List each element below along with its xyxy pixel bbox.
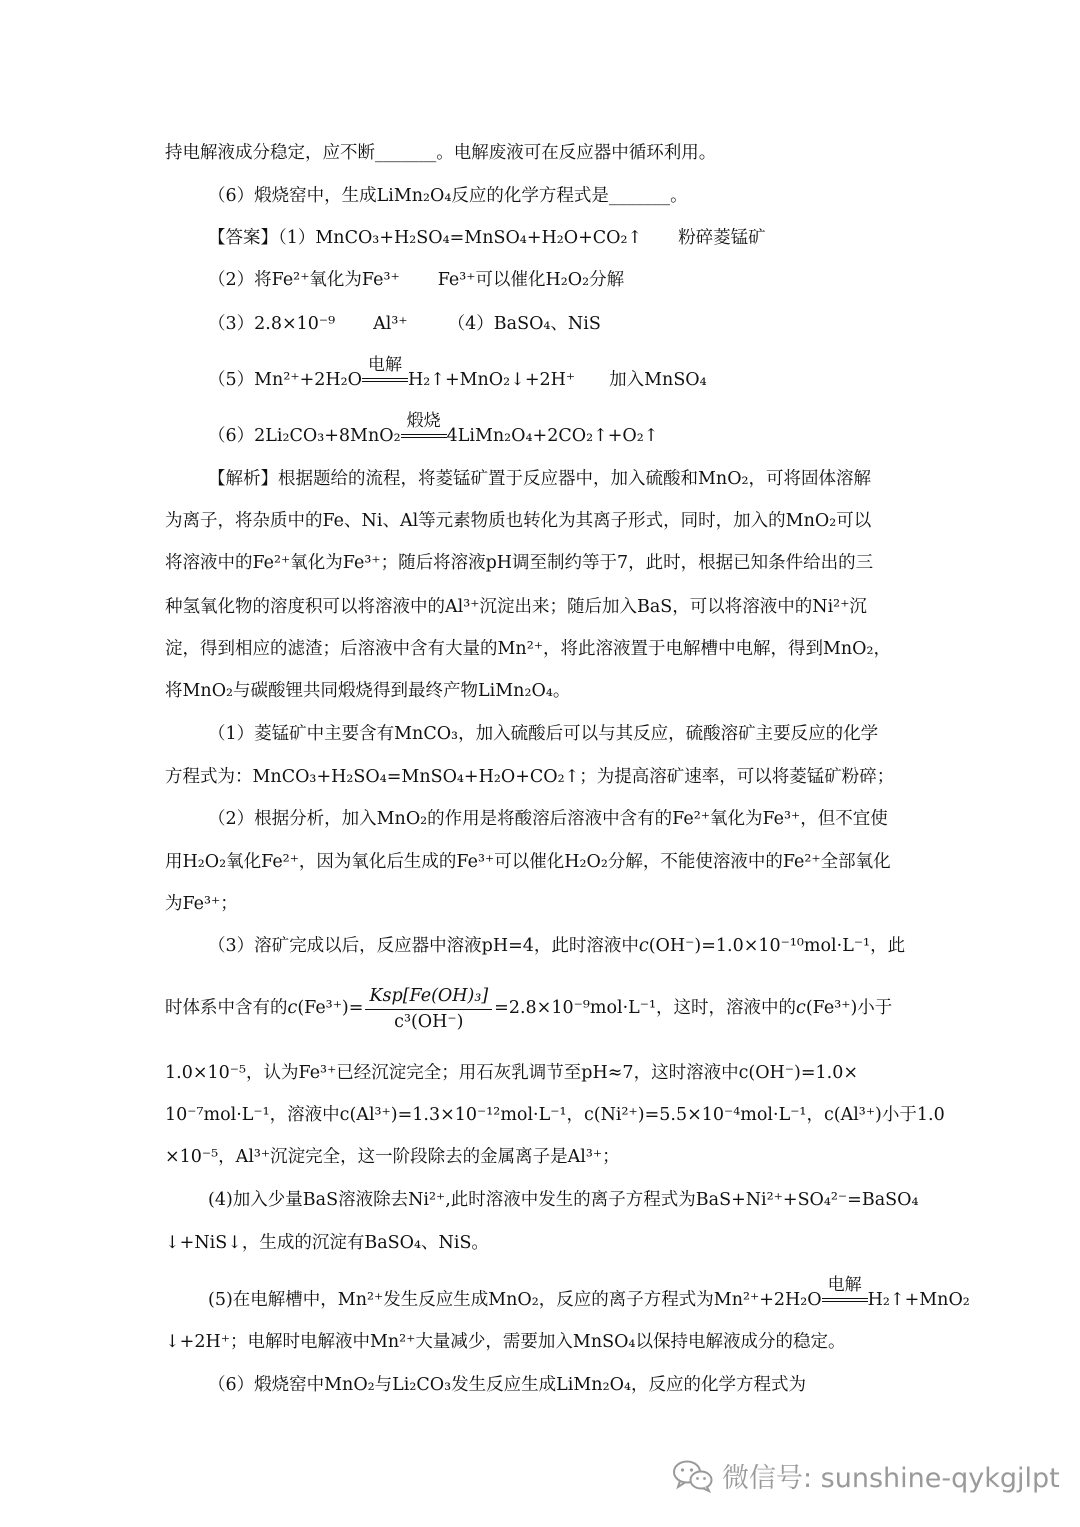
- text-line: (5)在电解槽中，Mn²⁺发生反应生成MnO₂，反应的离子方程式为Mn²⁺+2H₂O 电解 H₂↑+MnO₂: [208, 1275, 970, 1310]
- text-line: ↓+2H⁺；电解时电解液中Mn²⁺大量减少，需要加入MnSO₄以保持电解液成分的稳定。: [165, 1332, 846, 1352]
- formula-line: 时体系中含有的c(Fe³⁺)= $\frac{\text{Ksp[Fe(OH)₃]}}{\text{c³(OH⁻)}}$ =2.8×10⁻⁹mol·L⁻¹，这时，溶液中的c(Fe³⁺)小于: [165, 985, 893, 1032]
- text-line: ×10⁻⁵，Al³⁺沉淀完全，这一阶段除去的金属离子是Al³⁺；: [165, 1147, 620, 1167]
- wechat-icon: [672, 1459, 714, 1500]
- text-line: 1.0×10⁻⁵，认为Fe³⁺已经沉淀完全；用石灰乳调节至pH≈7，这时溶液中c(OH⁻)=1.0×: [165, 1063, 859, 1083]
- reaction-condition: 电解: [362, 378, 408, 385]
- answer-line-2: （2）将Fe²⁺氧化为Fe³⁺ Fe³⁺可以催化H₂O₂分解: [208, 270, 625, 290]
- text-line: （6）煅烧窑中MnO₂与Li₂CO₃发生反应生成LiMn₂O₄，反应的化学方程式为: [208, 1375, 806, 1395]
- text-line: 10⁻⁷mol·L⁻¹，溶液中c(Al³⁺)=1.3×10⁻¹²mol·L⁻¹，c(Ni²⁺)=5.5×10⁻⁴mol·L⁻¹，c(Al³⁺)小于1.0: [165, 1105, 945, 1125]
- text-line: 为Fe³⁺；: [165, 894, 238, 914]
- answer-line-1: 【答案】（1）MnCO₃+H₂SO₄=MnSO₄+H₂O+CO₂↑ 粉碎菱锰矿: [208, 228, 766, 248]
- answer-line-5: （6）2Li₂CO₃+8MnO₂ 煅烧 4LiMn₂O₄+2CO₂↑+O₂↑: [208, 411, 659, 446]
- analysis-line: 【解析】根据题给的流程，将菱锰矿置于反应器中，加入硫酸和MnO₂，可将固体溶解: [208, 469, 872, 489]
- answer-line-3: （3）2.8×10⁻⁹ Al³⁺ （4）BaSO₄、NiS: [208, 314, 601, 334]
- text-line: 为离子，将杂质中的Fe、Ni、Al等元素物质也转化为其离子形式，同时，加入的MnO₂可以: [165, 511, 872, 531]
- text-line: 种氢氧化物的溶度积可以将溶液中的Al³⁺沉淀出来；随后加入BaS，可以将溶液中的Ni²⁺沉: [165, 597, 867, 617]
- text-line: 持电解液成分稳定，应不断_______。电解废液可在反应器中循环利用。: [165, 143, 717, 163]
- text-line: 方程式为：MnCO₃+H₂SO₄=MnSO₄+H₂O+CO₂↑；为提高溶矿速率，可以将菱锰矿粉碎；: [165, 767, 895, 787]
- text-line: （6）煅烧窑中，生成LiMn₂O₄反应的化学方程式是_______。: [208, 186, 688, 206]
- text-line: 淀，得到相应的滤渣；后溶液中含有大量的Mn²⁺，将此溶液置于电解槽中电解，得到MnO₂，: [165, 639, 891, 659]
- text-line: 将溶液中的Fe²⁺氧化为Fe³⁺；随后将溶液pH调至制约等于7，此时，根据已知条件给出的三: [165, 553, 874, 573]
- text-line: ↓+NiS↓，生成的沉淀有BaSO₄、NiS。: [165, 1233, 489, 1253]
- fraction-denominator: c³(OH⁻): [394, 1011, 464, 1032]
- text-line: (4)加入少量BaS溶液除去Ni²⁺,此时溶液中发生的离子方程式为BaS+Ni²⁺+SO₄²⁻=BaSO₄: [208, 1190, 919, 1210]
- fraction: [365, 984, 492, 1034]
- answer-label: 【答案】: [208, 228, 278, 248]
- text-line: 将MnO₂与碳酸锂共同煅烧得到最终产物LiMn₂O₄。: [165, 681, 571, 701]
- answer-line-4: （5）Mn²⁺+2H₂O 电解 H₂↑+MnO₂↓+2H⁺ 加入MnSO₄: [208, 355, 707, 390]
- fraction-numerator: Ksp[Fe(OH)₃]: [365, 984, 492, 1010]
- text-line: （1）菱锰矿中主要含有MnCO₃，加入硫酸后可以与其反应，硫酸溶矿主要反应的化学: [208, 724, 879, 744]
- text-line: 用H₂O₂氧化Fe²⁺，因为氧化后生成的Fe³⁺可以催化H₂O₂分解，不能使溶液中的Fe²⁺全部氧化: [165, 852, 891, 872]
- reaction-condition: 电解: [822, 1298, 868, 1305]
- analysis-label: 【解析】: [208, 469, 278, 489]
- text-line: （3）溶矿完成以后，反应器中溶液pH=4，此时溶液中c(OH⁻)=1.0×10⁻¹⁰mol·L⁻¹，此: [208, 936, 906, 956]
- reaction-condition: 煅烧: [401, 434, 447, 441]
- text-line: （2）根据分析，加入MnO₂的作用是将酸溶后溶液中含有的Fe²⁺氧化为Fe³⁺，但不宜使: [208, 809, 888, 829]
- watermark-text: 微信号: sunshine-qykgjlpt: [722, 1463, 1060, 1494]
- watermark: [672, 1456, 1060, 1500]
